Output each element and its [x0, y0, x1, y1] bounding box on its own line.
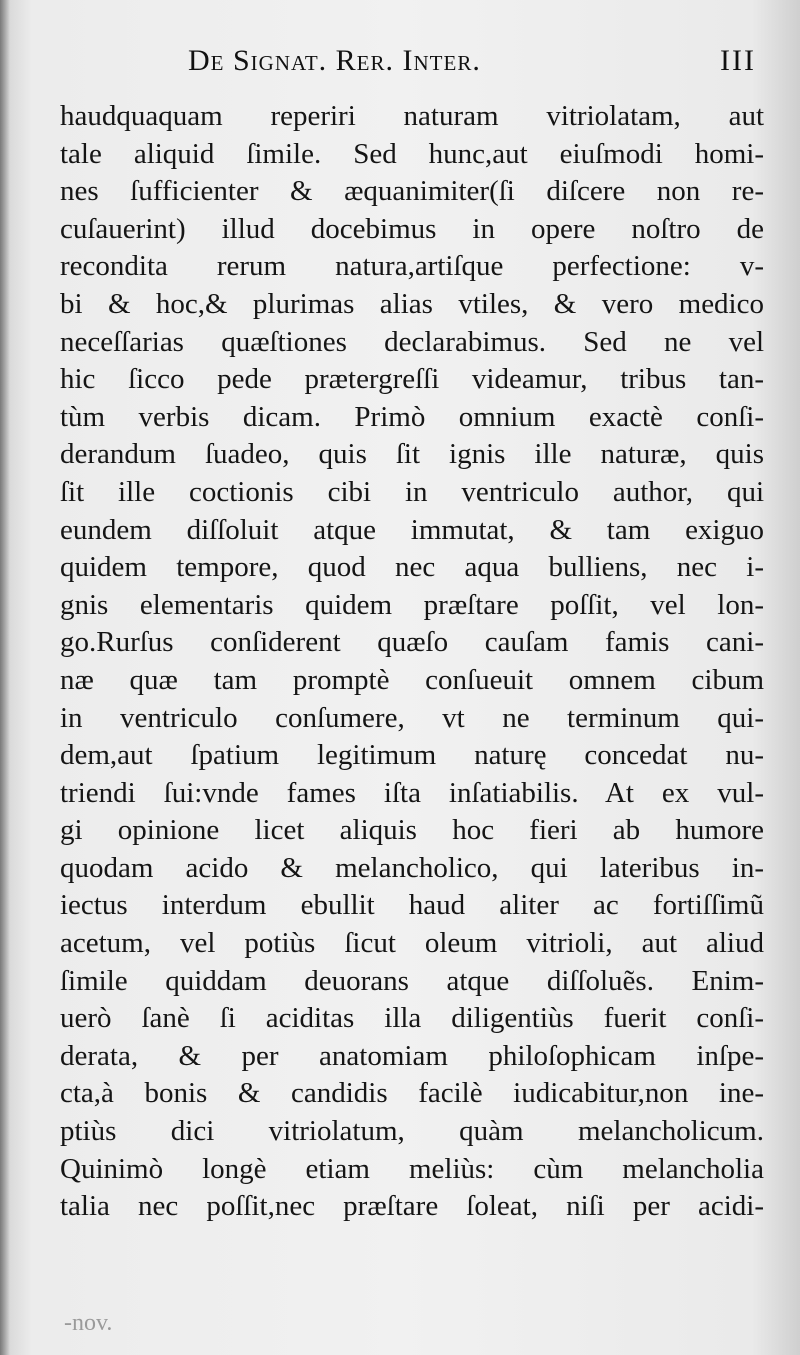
text-line: ſit ille coctionis cibi in ventriculo author, qui	[60, 475, 764, 508]
text-line: ptiùs dici vitriolatum, quàm melancholicum.	[60, 1115, 764, 1148]
text-line: derandum ſuadeo, quis ſit ignis ille naturæ, quis	[60, 438, 764, 471]
running-head: De Signat. Rer. Inter.	[188, 44, 481, 77]
text-line: quidem tempore, quod nec aqua bulliens, nec i-	[60, 551, 764, 584]
text-line: quodam acido & melancholico, qui lateribus in-	[60, 851, 764, 884]
text-line: talia nec poſſit,nec præſtare ſoleat, niſi per acidi-	[60, 1190, 764, 1223]
text-line: tale aliquid ſimile. Sed hunc,aut eiuſmodi homi-	[60, 137, 764, 170]
text-line: in ventriculo conſumere, vt ne terminum qui-	[60, 701, 764, 734]
text-line: cta,à bonis & candidis facilè iudicabitur,non ine-	[60, 1077, 764, 1110]
text-line: dem,aut ſpatium legitimum naturę concedat nu-	[60, 739, 764, 772]
text-line: tùm verbis dicam. Primò omnium exactè conſi-	[60, 400, 764, 433]
text-line: haudquaquam reperiri naturam vitriolatam, aut	[60, 100, 764, 132]
body-text	[60, 98, 764, 1226]
text-line: recondita rerum natura,artiſque perfectione: v-	[60, 250, 764, 283]
text-line: triendi ſui:vnde fames iſta inſatiabilis. At ex vul-	[60, 776, 764, 809]
text-line: eundem diſſoluit atque immutat, & tam exiguo	[60, 513, 764, 546]
text-line: neceſſarias quæſtiones declarabimus. Sed ne vel	[60, 325, 764, 358]
text-line: uerò ſanè ſi aciditas illa diligentiùs fuerit conſi-	[60, 1002, 764, 1035]
text-line: gi opinione licet aliquis hoc fieri ab humore	[60, 814, 764, 847]
text-line: iectus interdum ebullit haud aliter ac fortiſſimũ	[60, 889, 764, 922]
text-line: cuſauerint) illud docebimus in opere noſtro de	[60, 212, 764, 245]
page-number: III	[720, 44, 756, 77]
text-line: bi & hoc,& plurimas alias vtiles, & vero medico	[60, 287, 764, 320]
text-line: nes ſufficienter & æquanimiter(ſi diſcere non re-	[60, 175, 764, 208]
text-line: hic ſicco pede prætergreſſi videamur, tribus tan-	[60, 363, 764, 396]
text-line: næ quæ tam promptè conſueuit omnem cibum	[60, 663, 764, 696]
text-line: derata, & per anatomiam philoſophicam inſpe-	[60, 1039, 764, 1072]
text-line: acetum, vel potiùs ſicut oleum vitrioli, aut aliud	[60, 927, 764, 960]
gutter-shadow	[0, 0, 10, 1355]
bleed-through-fragment: -nov.	[64, 1310, 113, 1336]
text-line: ſimile quiddam deuorans atque diſſoluẽs. Enim-	[60, 964, 764, 997]
text-line: gnis elementaris quidem præſtare poſſit, vel lon-	[60, 588, 764, 621]
text-line: go.Rurſus conſiderent quæſo cauſam famis cani-	[60, 626, 764, 659]
text-line: Quinimò longè etiam meliùs: cùm melancholia	[60, 1152, 764, 1185]
